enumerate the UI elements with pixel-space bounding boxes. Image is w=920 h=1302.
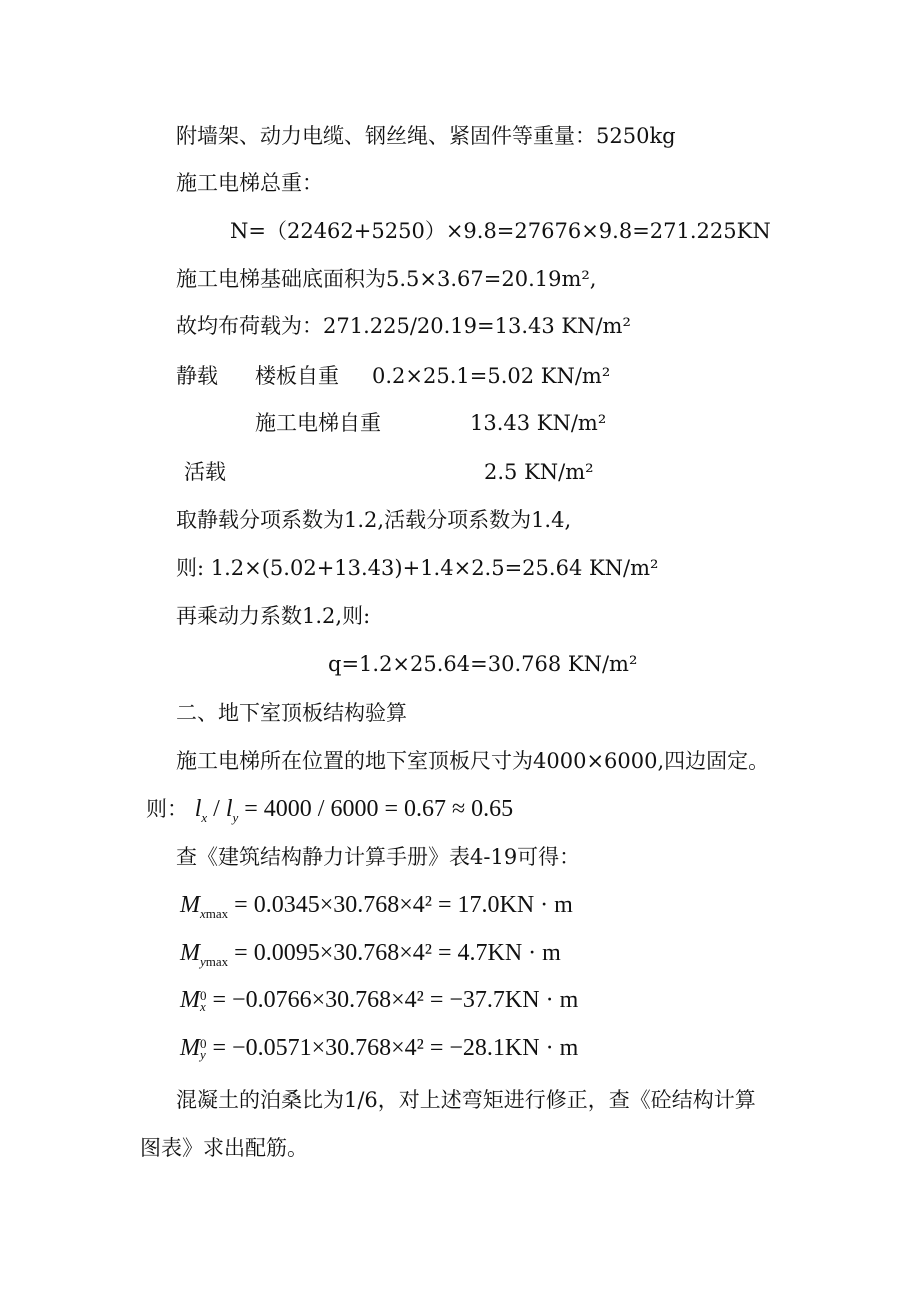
- value-elevator-self-weight: 13.43 KN/m²: [470, 411, 607, 435]
- label-dead-load: 静载: [176, 364, 218, 388]
- formula-my-max-expr: = 0.0095×30.768×4² = 4.7KN · m: [234, 940, 561, 966]
- text-line-reinforcement: 图表》求出配筋。: [140, 1136, 308, 1160]
- value-slab-self-weight: 0.2×25.1=5.02 KN/m²: [372, 364, 611, 388]
- label-slab-self-weight: 楼板自重: [255, 364, 339, 388]
- formula-my0-expr: = −0.0571×30.768×4² = −28.1KN · m: [212, 1035, 579, 1061]
- formula-mx-max-expr: = 0.0345×30.768×4² = 17.0KN · m: [234, 892, 573, 918]
- formula-my-max: [180, 941, 561, 968]
- text-line-partial-factors: 取静载分项系数为1.2,活载分项系数为1.4,: [176, 508, 572, 532]
- symbol-mx0: M 0 x: [180, 987, 207, 1015]
- formula-combined-load: 则: 1.2×(5.02+13.43)+1.4×2.5=25.64 KN/m²: [176, 556, 659, 580]
- text-line-slab-size: 施工电梯所在位置的地下室顶板尺寸为4000×6000,四边固定。: [176, 749, 770, 773]
- section-heading: 二、地下室顶板结构验算: [176, 701, 407, 725]
- formula-span-ratio: [146, 797, 513, 824]
- label-elevator-self-weight: 施工电梯自重: [255, 411, 381, 435]
- text-line-reference-table: 查《建筑结构静力计算手册》表4-19可得：: [176, 845, 581, 869]
- symbol-my0: M 0 y: [180, 1035, 207, 1063]
- value-live-load: 2.5 KN/m²: [484, 460, 594, 484]
- math-lx-ly: $l_x / l_y$: [194, 796, 239, 825]
- formula-total-weight: N=（22462+5250）×9.8=27676×9.8=271.225KN: [230, 219, 771, 243]
- formula-span-ratio-expr: = 4000 / 6000 = 0.67 ≈ 0.65: [244, 796, 514, 822]
- formula-mx0: [180, 988, 578, 1013]
- symbol-mx-max: $M_{xmax}$: [180, 892, 229, 921]
- formula-design-load: q=1.2×25.64=30.768 KN/m²: [328, 652, 638, 676]
- formula-mx0-expr: = −0.0766×30.768×4² = −37.7KN · m: [212, 987, 579, 1013]
- text-line-attachments-weight: 附墙架、动力电缆、钢丝绳、紧固件等重量：5250kg: [176, 124, 676, 148]
- text-line-foundation-area: 施工电梯基础底面积为5.5×3.67=20.19m²,: [176, 267, 597, 291]
- text-line-dynamic-factor: 再乘动力系数1.2,则:: [176, 604, 371, 628]
- formula-mx-max: [180, 893, 573, 920]
- label-live-load: 活载: [184, 460, 226, 484]
- text-line-distributed-load: 故均布荷载为：271.225/20.19=13.43 KN/m²: [176, 314, 631, 338]
- text-line-poisson-ratio: 混凝土的泊桑比为1/6，对上述弯矩进行修正，查《砼结构计算: [176, 1088, 756, 1112]
- formula-my0: [180, 1036, 578, 1061]
- formula-prefix: 则：: [146, 797, 188, 821]
- symbol-my-max: $M_{ymax}$: [180, 940, 229, 969]
- text-line-total-weight-label: 施工电梯总重：: [176, 171, 323, 195]
